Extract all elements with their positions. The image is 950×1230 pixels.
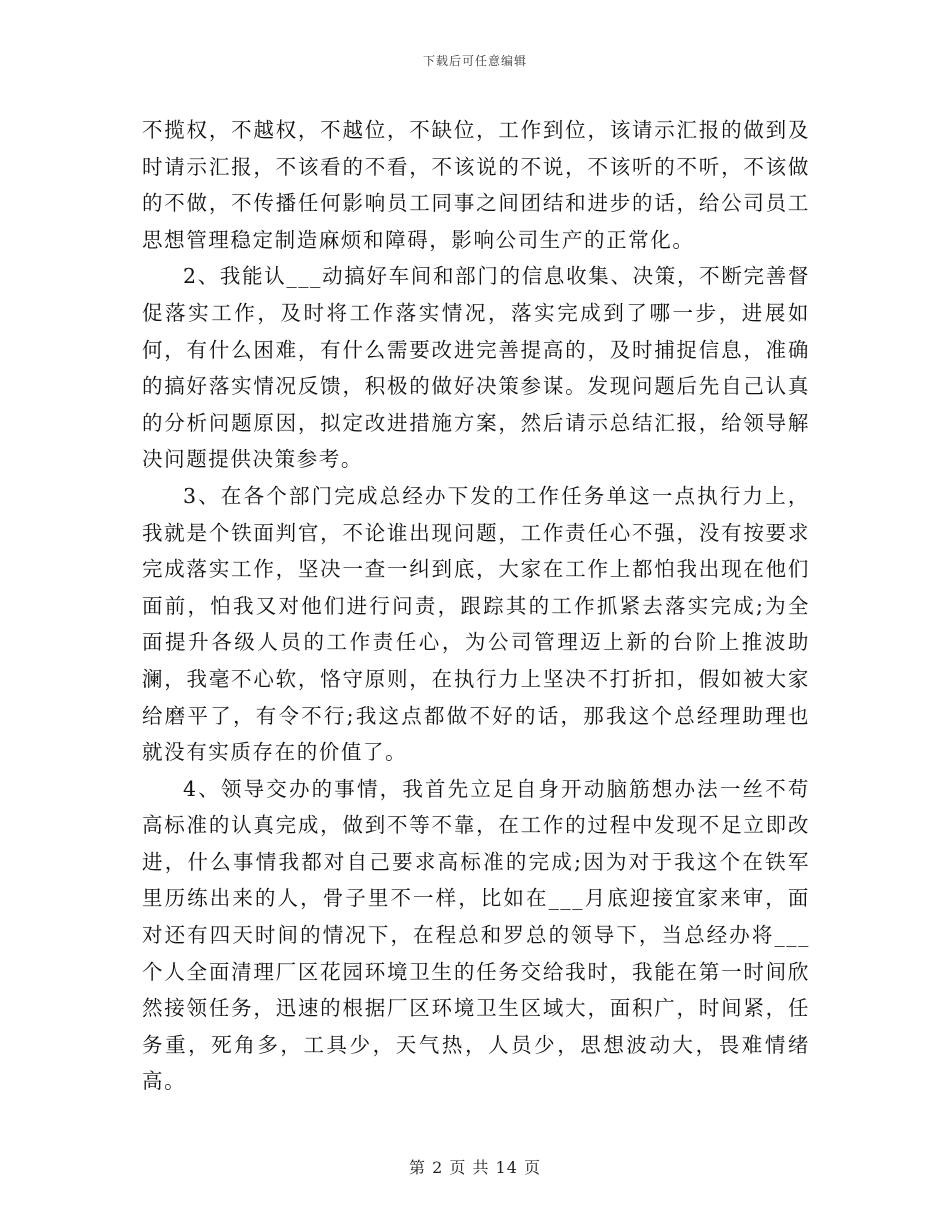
document-body xyxy=(142,112,810,1100)
page-header: 下载后可任意编辑 xyxy=(422,54,527,68)
paragraph-item-3: 3、在各个部门完成总经办下发的工作任务单这一点执行力上，我就是个铁面判官，不论谁出现问题，工作责任心不强，没有按要求完成落实工作，坚决一查一纠到底，大家在工作上都怕我出现在他们面前，怕我又对他们进行问责，跟踪其的工作抓紧去落实完成;为全面提升各级人员的工作责任心，为公司管理迈上新的台阶上推波助澜，我毫不心软，恪守原则，在执行力上坚决不打折扣，假如被大家给磨平了，有令不行;我这点都做不好的话，那我这个总经理助理也就没有实质存在的价值了。 xyxy=(142,483,810,765)
paragraph-item-2: 2、我能认___动搞好车间和部门的信息收集、决策，不断完善督促落实工作，及时将工作落实情况，落实完成到了哪一步，进展如何，有什么困难，有什么需要改进完善提高的，及时捕捉信息，准确的搞好落实情况反馈，积极的做好决策参谋。发现问题后先自己认真的分析问题原因，拟定改进措施方案，然后请示总结汇报，给领导解决问题提供决策参考。 xyxy=(142,264,810,472)
page-number-footer: 第 2 页 共 14 页 xyxy=(409,1158,541,1177)
paragraph-continuation: 不揽权，不越权，不越位，不缺位，工作到位，该请示汇报的做到及时请示汇报，不该看的不看，不该说的不说，不该听的不听，不该做的不做，不传播任何影响员工同事之间团结和进步的话，给公司员工思想管理稳定制造麻烦和障碍，影响公司生产的正常化。 xyxy=(142,118,810,252)
paragraph-item-4: 4、领导交办的事情，我首先立足自身开动脑筋想办法一丝不苟高标准的认真完成，做到不等不靠，在工作的过程中发现不足立即改进，什么事情我都对自己要求高标准的完成;因为对于我这个在铁军里历练出来的人，骨子里不一样，比如在___月底迎接宜家来审，面对还有四天时间的情况下，在程总和罗总的领导下，当总经办将___个人全面清理厂区花园环境卫生的任务交给我时，我能在第一时间欣然接领任务，迅速的根据厂区环境卫生区域大，面积广，时间紧，任务重，死角多，工具少，天气热，人员少，思想波动大，畏难情绪高。 xyxy=(142,776,810,1094)
